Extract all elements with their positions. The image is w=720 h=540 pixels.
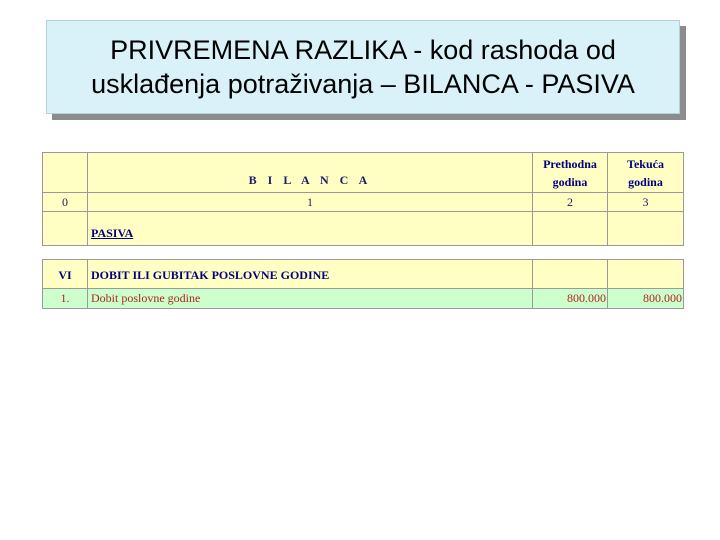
group-vi-cell-2 bbox=[533, 260, 608, 289]
header-cell-prethodna bbox=[533, 153, 608, 193]
group-vi-cell-label bbox=[88, 260, 533, 289]
header-prethodna-line2: godina bbox=[552, 175, 588, 189]
title-line-2: usklađenja potraživanja – BILANCA - PASIVA bbox=[91, 69, 635, 99]
group-vi-cell-0 bbox=[42, 260, 88, 289]
column-number-row bbox=[42, 193, 684, 212]
header-cell-bilanca bbox=[88, 153, 533, 193]
group-vi-cell-3 bbox=[608, 260, 684, 289]
title-box bbox=[46, 20, 680, 114]
bilanca-table bbox=[42, 152, 684, 309]
table-row bbox=[42, 289, 684, 309]
col-number-3: 3 bbox=[608, 193, 684, 212]
col-number-0: 0 bbox=[42, 193, 88, 212]
group-vi-row bbox=[42, 259, 684, 289]
row-value-prethodna: 800.000 bbox=[533, 289, 608, 309]
pasiva-section-row bbox=[42, 212, 684, 246]
table-separator bbox=[42, 246, 684, 259]
header-cell-0 bbox=[42, 153, 88, 193]
header-bilanca-label: B I L A N C A bbox=[248, 173, 372, 187]
group-vi-roman: VI bbox=[58, 268, 72, 282]
col-number-1: 1 bbox=[88, 193, 533, 212]
pasiva-cell-label bbox=[88, 212, 533, 246]
header-cell-tekuca bbox=[608, 153, 684, 193]
row-value-tekuca: 800.000 bbox=[608, 289, 684, 309]
header-tekuca-line2: godina bbox=[628, 175, 663, 189]
title-line-1: PRIVREMENA RAZLIKA - kod rashoda od bbox=[110, 35, 616, 65]
pasiva-cell-3 bbox=[608, 212, 684, 246]
table-header-row bbox=[42, 152, 684, 193]
group-vi-label: DOBIT ILI GUBITAK POSLOVNE GODINE bbox=[91, 268, 330, 282]
header-tekuca-line1: Tekuća bbox=[627, 157, 664, 171]
pasiva-cell-0 bbox=[42, 212, 88, 246]
pasiva-cell-2 bbox=[533, 212, 608, 246]
row-number: 1. bbox=[42, 289, 88, 309]
col-number-2: 2 bbox=[533, 193, 608, 212]
header-prethodna-line1: Prethodna bbox=[543, 157, 597, 171]
row-label: Dobit poslovne godine bbox=[88, 289, 533, 309]
pasiva-label: PASIVA bbox=[91, 226, 134, 240]
